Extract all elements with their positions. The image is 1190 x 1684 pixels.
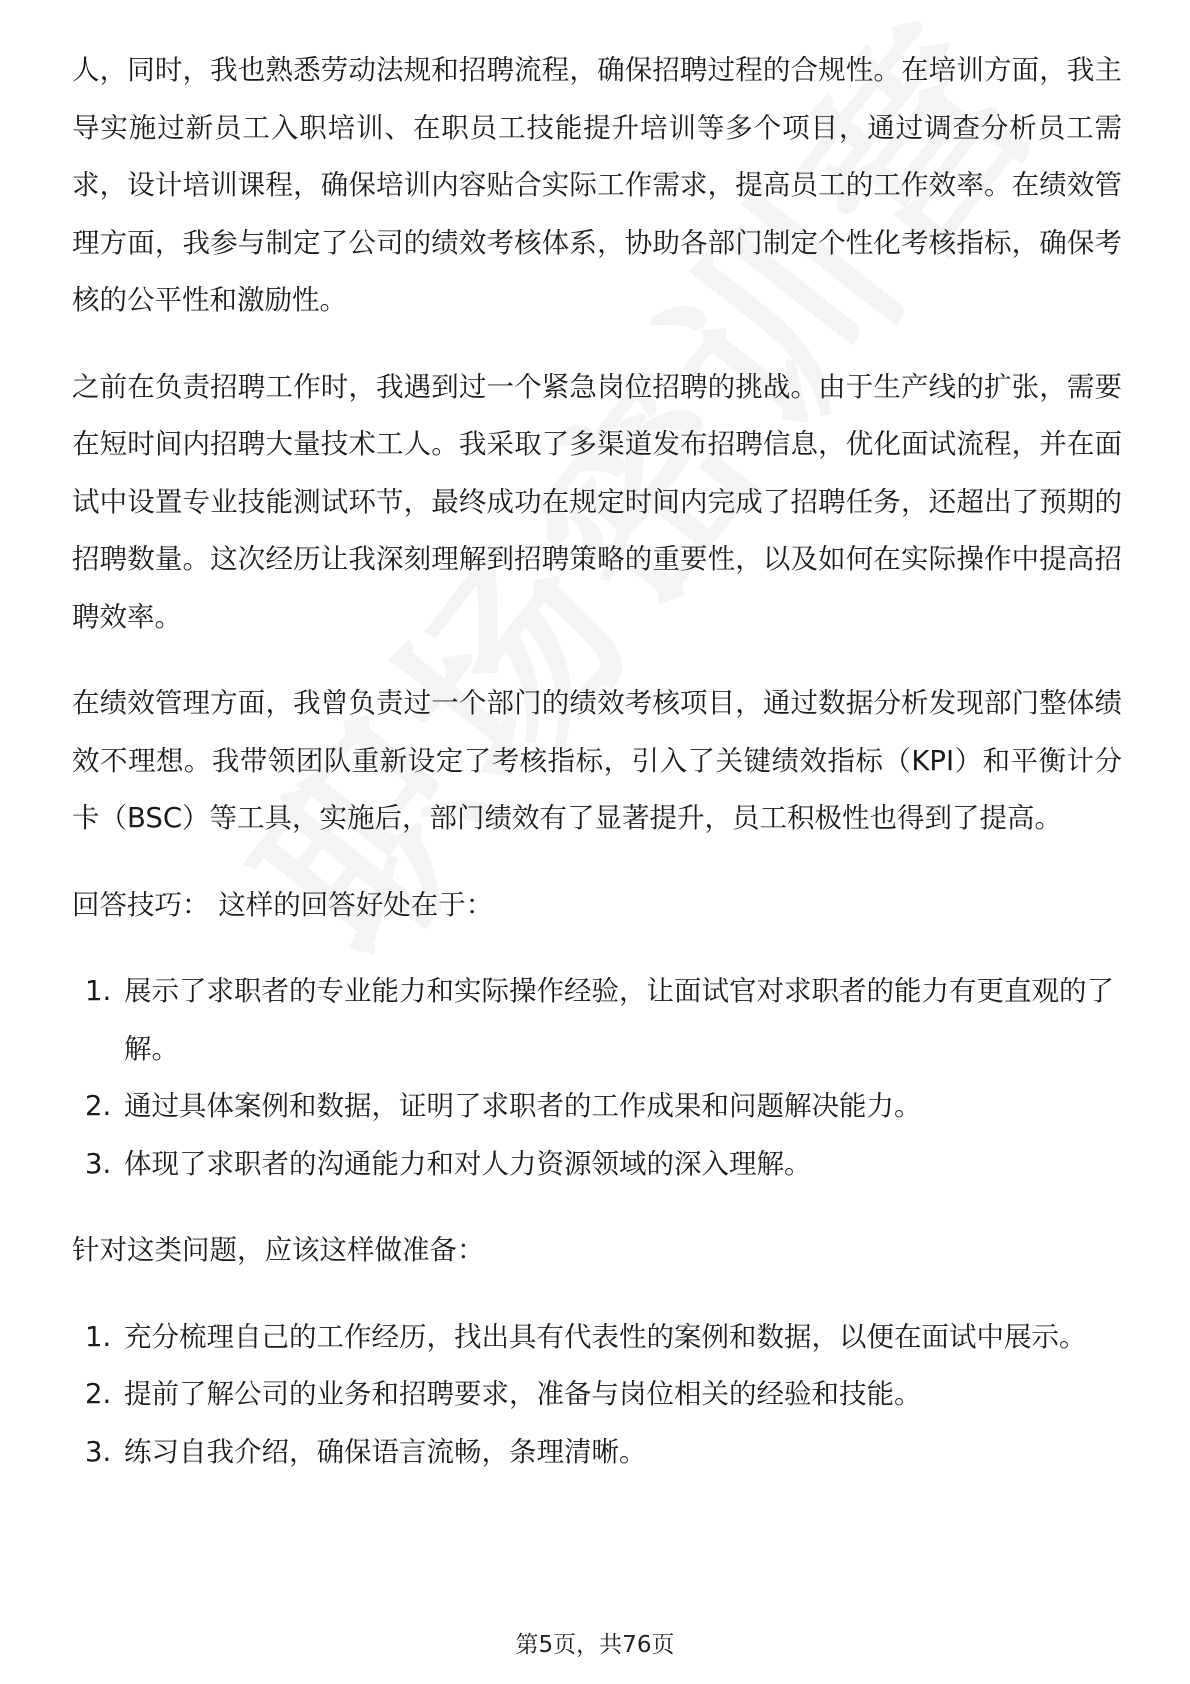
list-item: [72, 1309, 1122, 1367]
list-text: 通过具体案例和数据，证明了求职者的工作成果和问题解决能力。: [124, 1090, 922, 1122]
list-text: 体现了求职者的沟通能力和对人力资源领域的深入理解。: [124, 1147, 812, 1180]
list-item: [72, 963, 1122, 1078]
prep-list: [72, 1309, 1122, 1482]
list-text: 练习自我介绍，确保语言流畅，条理清晰。: [124, 1435, 647, 1468]
paragraph-2: 之前在负责招聘工作时，我遇到过一个紧急岗位招聘的挑战。由于生产线的扩张，需要在短时间内招聘大量技术工人。我采取了多渠道发布招聘信息，优化面试流程，并在面试中设置专业技能测试环节，最终成功在规定时间内完成了招聘任务，还超出了预期的招聘数量。这次经历让我深刻理解到招聘策略的重要性，以及如何在实际操作中提高招聘效率。: [72, 370, 1122, 633]
list-number: 1.: [85, 975, 112, 1007]
tips-list: [72, 963, 1122, 1193]
list-text: 提前了解公司的业务和招聘要求，准备与岗位相关的经验和技能。: [124, 1378, 922, 1410]
list-text: 充分梳理自己的工作经历，找出具有代表性的案例和数据，以便在面试中展示。: [124, 1320, 1087, 1353]
list-item: [72, 1136, 1122, 1194]
page-footer: 第5页，共76页: [515, 1632, 675, 1658]
list-item: [72, 1424, 1122, 1482]
list-number: 2.: [85, 1378, 112, 1410]
tips-heading: 回答技巧： 这样的回答好处在于：: [72, 888, 494, 921]
list-number: 2.: [85, 1090, 112, 1122]
list-item: [72, 1078, 1122, 1136]
list-number: 3.: [85, 1147, 112, 1180]
prep-heading: 针对这类问题，应该这样做准备：: [72, 1234, 485, 1266]
paragraph-3: 在绩效管理方面，我曾负责过一个部门的绩效考核项目，通过数据分析发现部门整体绩效不理想。我带领团队重新设定了考核指标，引入了关键绩效指标（KPI）和平衡计分卡（BSC）等工具，实施后，部门绩效有了显著提升，员工积极性也得到了提高。: [72, 687, 1122, 834]
paragraph-1: 人，同时，我也熟悉劳动法规和招聘流程，确保招聘过程的合规性。在培训方面，我主导实施过新员工入职培训、在职员工技能提升培训等多个项目，通过调查分析员工需求，设计培训课程，确保培训内容贴合实际工作需求，提高员工的工作效率。在绩效管理方面，我参与制定了公司的绩效考核体系，协助各部门制定个性化考核指标，确保考核的公平性和激励性。: [72, 54, 1122, 316]
list-number: 3.: [85, 1435, 112, 1468]
list-text: 展示了求职者的专业能力和实际操作经验，让面试官对求职者的能力有更直观的了解。: [124, 975, 1114, 1065]
list-item: [72, 1366, 1122, 1424]
document-body: [72, 42, 1122, 1510]
list-number: 1.: [85, 1320, 112, 1353]
